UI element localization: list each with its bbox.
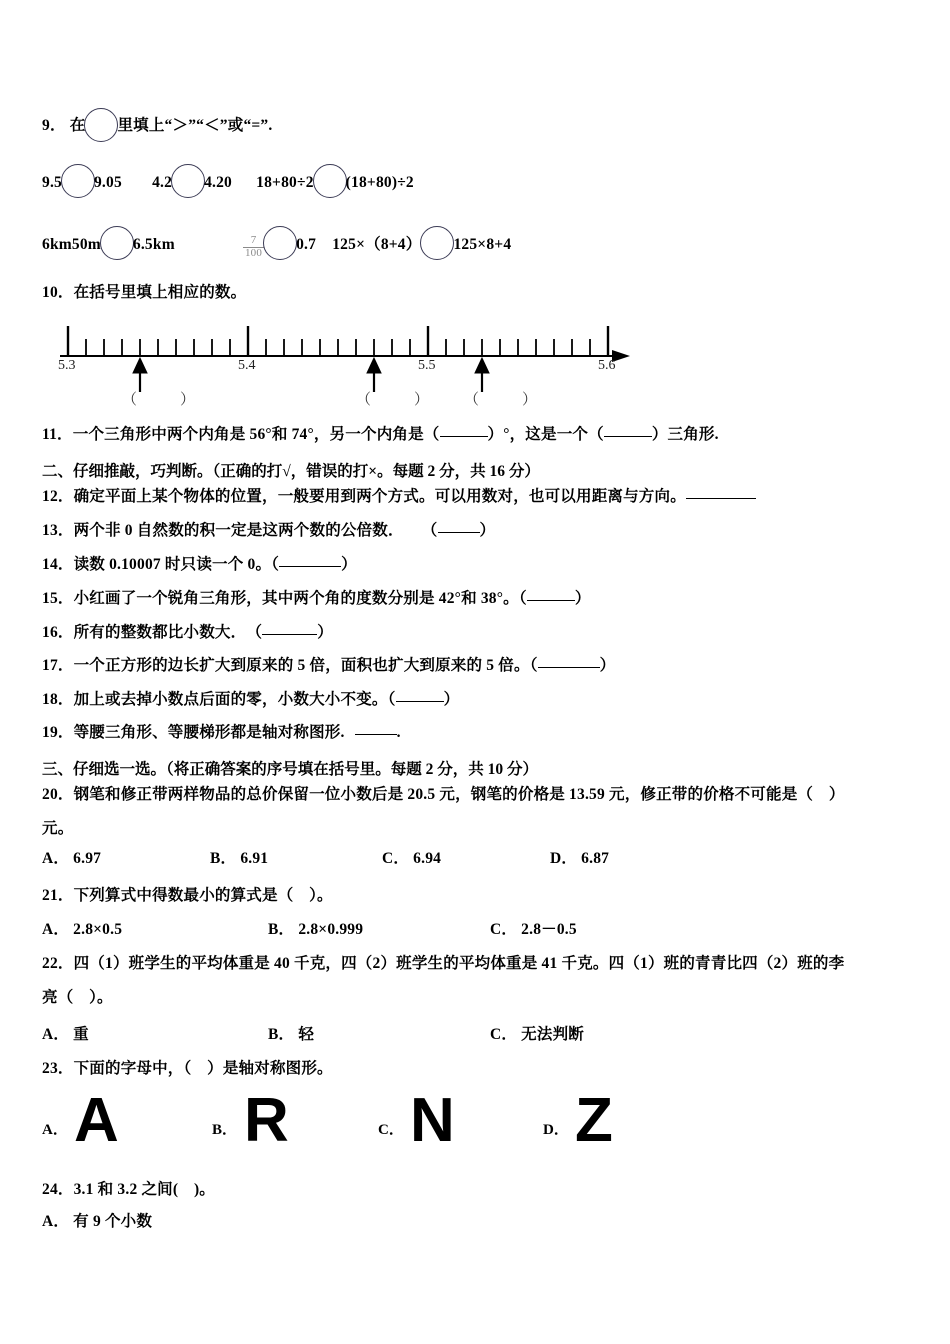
question-23-option-c-letter[interactable]: N xyxy=(410,1086,455,1155)
question-10-text: 在括号里填上相应的数。 xyxy=(73,284,247,301)
question-15-text: 小红画了一个锐角三角形，其中两个角的度数分别是 42°和 38°。（ xyxy=(73,590,527,607)
question-19-number: 19． xyxy=(42,724,74,741)
question-15-paren-close: ） xyxy=(574,590,591,607)
question-24-text: 3.1 和 3.2 之间( )。 xyxy=(73,1181,216,1198)
q9-r2-a-right: 6.5km xyxy=(132,236,175,253)
question-24 xyxy=(42,1180,215,1200)
question-21-option-c-label: C． xyxy=(490,921,518,938)
question-23-option-c-label[interactable]: C． xyxy=(378,1122,404,1138)
question-22-line-2: 亮（ ）。 xyxy=(42,989,113,1006)
question-22-option-c-value: 无法判断 xyxy=(521,1026,584,1043)
compare-circle-2[interactable] xyxy=(171,164,205,198)
fraction-numerator: 7 xyxy=(250,234,257,247)
question-14 xyxy=(42,555,357,575)
question-13-blank[interactable] xyxy=(438,532,480,533)
question-22-option-c-label: C． xyxy=(490,1026,518,1043)
question-19 xyxy=(42,723,401,743)
question-20-option-c[interactable] xyxy=(382,849,441,869)
question-9-stem xyxy=(42,108,272,142)
question-20-option-d-value: 6.87 xyxy=(581,850,610,867)
question-19-text: 等腰三角形、等腰梯形都是轴对称图形. xyxy=(73,724,345,741)
q9-r1-b-right: 4.20 xyxy=(204,174,232,191)
question-13-text: 两个非 0 自然数的积一定是这两个数的公倍数． xyxy=(73,522,404,539)
arrow-3 xyxy=(475,358,489,392)
question-11-blank-1[interactable] xyxy=(440,436,488,437)
question-16-number: 16． xyxy=(42,624,74,641)
question-14-paren-close: ） xyxy=(341,556,357,573)
question-23-option-a-letter[interactable]: A xyxy=(74,1086,119,1155)
question-21-option-a-value: 2.8×0.5 xyxy=(73,921,123,938)
question-14-text: 读数 0.10007 时只读一个 0。（ xyxy=(73,556,280,573)
question-23-option-b-label[interactable]: B． xyxy=(212,1122,238,1138)
question-18-paren-close: ） xyxy=(443,691,460,708)
question-21-option-b[interactable] xyxy=(268,920,363,940)
question-20-number: 20． xyxy=(42,786,74,803)
question-12 xyxy=(42,487,756,507)
compare-circle-5[interactable] xyxy=(263,226,297,260)
question-16-paren-close: ） xyxy=(317,624,333,641)
question-23-option-b-letter[interactable]: R xyxy=(244,1086,289,1155)
section-2-title: 二、仔细推敲，巧判断。（正确的打√，错误的打×。每题 2 分，共 16 分） xyxy=(42,463,540,480)
question-21-option-c[interactable] xyxy=(490,920,577,940)
question-22-option-b[interactable] xyxy=(268,1025,314,1045)
question-24-option-a-value: 有 9 个小数 xyxy=(73,1213,153,1230)
question-22-number: 22． xyxy=(42,955,74,972)
q9-r2-b-right: 0.7 xyxy=(296,236,317,253)
question-23-option-a-label[interactable]: A． xyxy=(42,1122,68,1138)
question-20-option-b-label: B． xyxy=(210,850,237,867)
question-16-text: 所有的整数都比小数大． （ xyxy=(73,624,263,641)
question-21 xyxy=(42,886,333,906)
question-18-number: 18． xyxy=(42,691,74,708)
question-20-option-d[interactable] xyxy=(550,849,609,869)
question-20-option-a-label: A． xyxy=(42,850,70,867)
question-20-text-line-1: 钢笔和修正带两样物品的总价保留一位小数后是 20.5 元，钢笔的价格是 13.59 元，修正带的价格不可能是（ ） xyxy=(73,786,845,803)
fraction-seven-hundredths xyxy=(243,235,264,259)
q9-r1-c-left: 18+80÷2 xyxy=(256,174,314,191)
question-11-blank-2[interactable] xyxy=(604,436,652,437)
question-22-option-a-value: 重 xyxy=(73,1026,89,1043)
question-11-part1: 一个三角形中两个内角是 56°和 74°，另一个内角是（ xyxy=(72,426,440,443)
question-23-option-d-label[interactable]: D． xyxy=(543,1122,569,1138)
question-11-part2: ）°，这是一个（ xyxy=(487,426,604,443)
number-line-diagram xyxy=(58,312,630,408)
question-20-line-1 xyxy=(42,785,845,805)
q9-r1-a-left: 9.5 xyxy=(42,174,62,191)
question-9-stem-before: 在 xyxy=(69,117,86,134)
question-23-text: 下面的字母中，（ ）是轴对称图形。 xyxy=(73,1060,333,1077)
question-9-row-1 xyxy=(42,164,414,198)
tick-label-0: 5.3 xyxy=(58,358,76,373)
question-23-option-d-letter[interactable]: Z xyxy=(575,1086,613,1155)
question-11-part3: ）三角形. xyxy=(651,426,719,443)
question-18-text: 加上或去掉小数点后面的零，小数大小不变。（ xyxy=(73,691,396,708)
tick-label-1: 5.4 xyxy=(238,358,256,373)
question-9-row-2 xyxy=(42,226,511,260)
question-17-paren-close: ） xyxy=(599,657,616,674)
question-13-paren-open: （ xyxy=(421,522,438,539)
question-22-option-a-label: A． xyxy=(42,1026,70,1043)
question-9-number: 9． xyxy=(42,117,66,134)
question-17-blank[interactable] xyxy=(538,667,600,668)
question-12-text: 确定平面上某个物体的位置，一般要用到两个方式。可以用数对，也可以用距离与方向。 xyxy=(73,488,686,505)
question-22-line-1 xyxy=(42,954,844,974)
question-20-option-c-value: 6.94 xyxy=(413,850,442,867)
question-15 xyxy=(42,589,591,609)
question-17 xyxy=(42,656,615,676)
question-22-option-b-value: 轻 xyxy=(298,1026,315,1043)
question-21-option-c-value: 2.8－0.5 xyxy=(521,921,577,938)
answer-paren-3[interactable]: （ ） xyxy=(464,392,552,408)
question-20-option-d-label: D． xyxy=(550,850,578,867)
compare-circle-6[interactable] xyxy=(420,226,454,260)
question-20-option-a[interactable] xyxy=(42,849,101,869)
tick-label-2: 5.5 xyxy=(418,358,436,373)
q9-r1-c-right: (18+80)÷2 xyxy=(345,174,414,191)
question-22-option-a[interactable] xyxy=(42,1025,89,1045)
question-24-option-a-label: A． xyxy=(42,1213,70,1230)
question-14-number: 14． xyxy=(42,556,74,573)
section-3-title: 三、仔细选一选。（将正确答案的序号填在括号里。每题 2 分，共 10 分） xyxy=(42,761,539,778)
question-20-option-b-value: 6.91 xyxy=(240,850,269,867)
question-17-text: 一个正方形的边长扩大到原来的 5 倍，面积也扩大到原来的 5 倍。（ xyxy=(73,657,538,674)
question-12-blank[interactable] xyxy=(686,498,756,499)
q9-r2-a-left: 6km50m xyxy=(42,236,101,253)
question-20-line-2: 元。 xyxy=(42,820,74,837)
question-20-option-b[interactable] xyxy=(210,849,268,869)
question-19-blank[interactable] xyxy=(355,734,397,735)
arrow-1 xyxy=(133,358,147,392)
question-21-text: 下列算式中得数最小的算式是（ ）。 xyxy=(73,887,333,904)
question-17-number: 17． xyxy=(42,657,74,674)
answer-paren-1[interactable]: （ ） xyxy=(122,392,210,408)
question-23 xyxy=(42,1059,333,1079)
question-11 xyxy=(42,425,719,445)
question-15-number: 15． xyxy=(42,590,74,607)
q9-r1-b-left: 4.2 xyxy=(152,174,173,191)
compare-circle-1[interactable] xyxy=(61,164,95,198)
question-9-stem-after: 里填上“＞”“＜”或“=”. xyxy=(117,117,273,134)
question-21-option-a-label: A． xyxy=(42,921,70,938)
compare-circle-stem[interactable] xyxy=(84,108,118,142)
question-11-number: 11． xyxy=(42,426,73,443)
answer-paren-2[interactable]: （ ） xyxy=(356,392,444,408)
question-16-blank[interactable] xyxy=(262,634,317,635)
question-23-number: 23． xyxy=(42,1060,74,1077)
question-10-number: 10． xyxy=(42,284,74,301)
question-22-text-line-1: 四（1）班学生的平均体重是 40 千克，四（2）班学生的平均体重是 41 千克。四（1）班的青青比四（2）班的李 xyxy=(73,955,845,972)
question-20-option-c-label: C． xyxy=(382,850,410,867)
question-22-option-c[interactable] xyxy=(490,1025,584,1045)
fraction-denominator: 100 xyxy=(244,247,263,259)
question-21-option-b-value: 2.8×0.999 xyxy=(298,921,364,938)
question-12-number: 12． xyxy=(42,488,74,505)
question-16 xyxy=(42,623,333,643)
question-22-option-b-label: B． xyxy=(268,1026,295,1043)
arrow-2 xyxy=(367,358,381,392)
compare-circle-3[interactable] xyxy=(313,164,347,198)
question-14-blank[interactable] xyxy=(279,566,341,567)
question-13-paren-close: ） xyxy=(479,522,496,539)
question-10-stem xyxy=(42,283,246,303)
question-20-option-a-value: 6.97 xyxy=(73,850,102,867)
question-19-tail: . xyxy=(396,724,401,741)
question-18 xyxy=(42,690,459,710)
question-21-option-a[interactable] xyxy=(42,920,122,940)
compare-circle-4[interactable] xyxy=(100,226,134,260)
tick-label-3: 5.6 xyxy=(598,358,616,373)
question-24-option-a[interactable] xyxy=(42,1212,152,1232)
q9-r2-c-right: 125×8+4 xyxy=(453,236,512,253)
question-21-number: 21． xyxy=(42,887,74,904)
question-13 xyxy=(42,521,495,541)
q9-r2-c-left: 125×（8+4） xyxy=(332,236,422,253)
question-15-blank[interactable] xyxy=(527,600,575,601)
question-21-option-b-label: B． xyxy=(268,921,295,938)
question-24-number: 24． xyxy=(42,1181,74,1198)
question-13-number: 13． xyxy=(42,522,74,539)
question-18-blank[interactable] xyxy=(396,701,444,702)
q9-r1-a-right: 9.05 xyxy=(93,174,122,191)
